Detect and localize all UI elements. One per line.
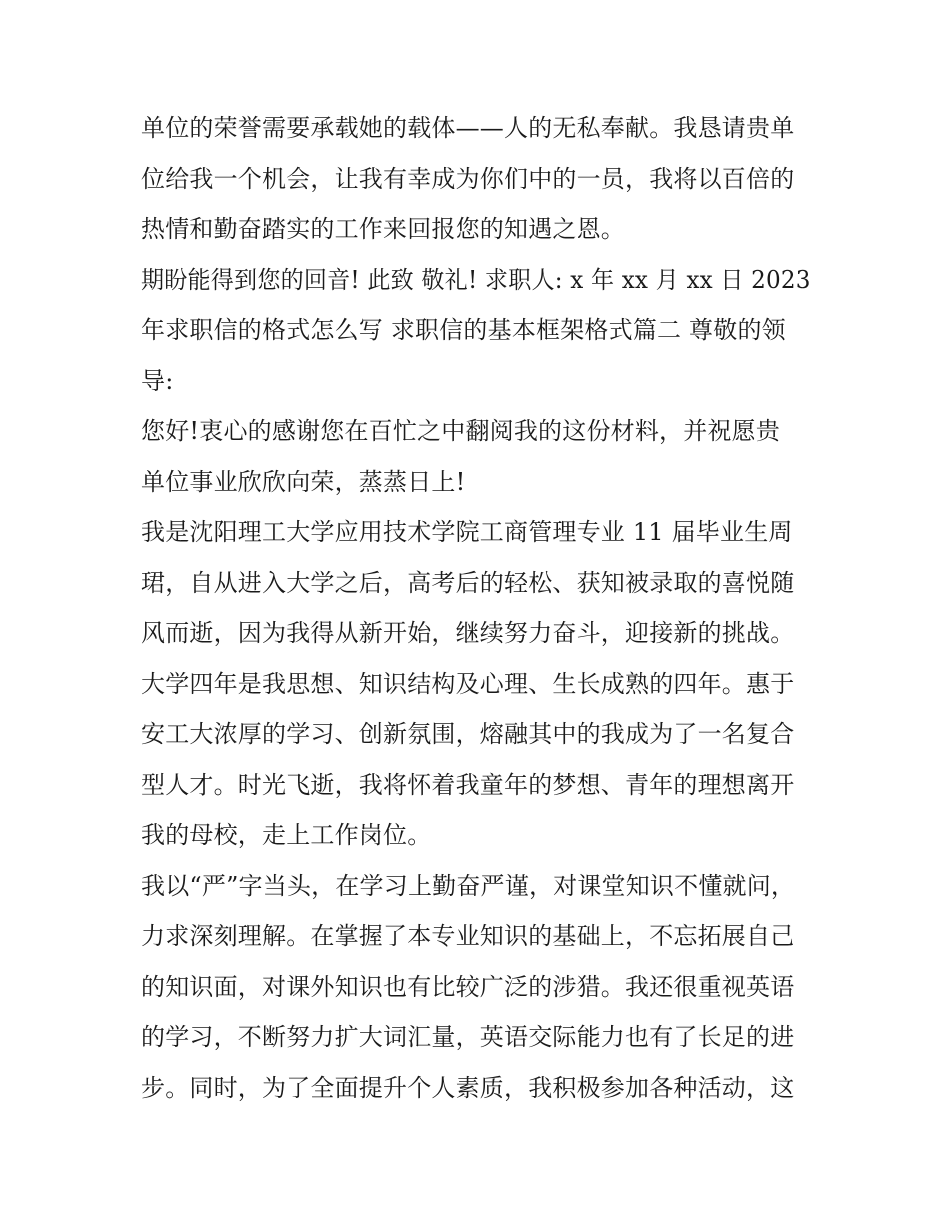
text-line: 步。同时，为了全面提升个人素质，我积极参加各种活动，这 xyxy=(141,1073,795,1102)
document-body xyxy=(141,103,811,1113)
text-line: 导: xyxy=(141,366,174,395)
text-line: 单位的荣誉需要承载她的载体——人的无私奉献。我恳请贵单 xyxy=(141,114,795,142)
text-line: 的知识面，对课外知识也有比较广泛的涉猎。我还很重视英语 xyxy=(141,972,795,1001)
text-line: 期盼能得到您的回音! 此致 敬礼! 求职人: x 年 xx 月 xx 日 2023 xyxy=(141,265,811,294)
text-line: 您好!衷心的感谢您在百忙之中翻阅我的这份材料，并祝愿贵 xyxy=(141,417,781,445)
text-line: 热情和勤奋踏实的工作来回报您的知遇之恩。 xyxy=(141,215,625,243)
text-line: 单位事业欣欣向荣，蒸蒸日上! xyxy=(141,467,466,496)
paragraph-signoff xyxy=(141,255,811,407)
text-line: 位给我一个机会，让我有幸成为你们中的一员，我将以百倍的 xyxy=(141,164,795,193)
text-line: 我的母校，走上工作岗位。 xyxy=(141,821,432,849)
text-line: 我以“严”字当头，在学习上勤奋严谨，对课堂知识不懂就问， xyxy=(141,871,796,900)
text-line: 珺，自从进入大学之后，高考后的轻松、获知被录取的喜悦随 xyxy=(141,568,795,597)
text-line: 年求职信的格式怎么写 求职信的基本框架格式篇二 尊敬的领 xyxy=(141,316,786,344)
text-line: 力求深刻理解。在掌握了本专业知识的基础上，不忘拓展自己 xyxy=(141,922,795,950)
text-line: 我是沈阳理工大学应用技术学院工商管理专业 11 届毕业生周 xyxy=(141,518,793,546)
text-line: 安工大浓厚的学习、创新氛围，熔融其中的我成为了一名复合 xyxy=(141,720,795,748)
text-line: 大学四年是我思想、知识结构及心理、生长成熟的四年。惠于 xyxy=(141,669,795,698)
text-line: 的学习，不断努力扩大词汇量，英语交际能力也有了长足的进 xyxy=(141,1023,795,1051)
paragraph-introduction xyxy=(141,507,811,861)
paragraph-closing-gratitude xyxy=(141,103,811,255)
text-line: 风而逝，因为我得从新开始，继续努力奋斗，迎接新的挑战。 xyxy=(141,619,795,647)
text-line: 型人才。时光飞逝，我将怀着我童年的梦想、青年的理想离开 xyxy=(141,770,795,799)
paragraph-study xyxy=(141,861,811,1114)
paragraph-greeting xyxy=(141,406,811,507)
